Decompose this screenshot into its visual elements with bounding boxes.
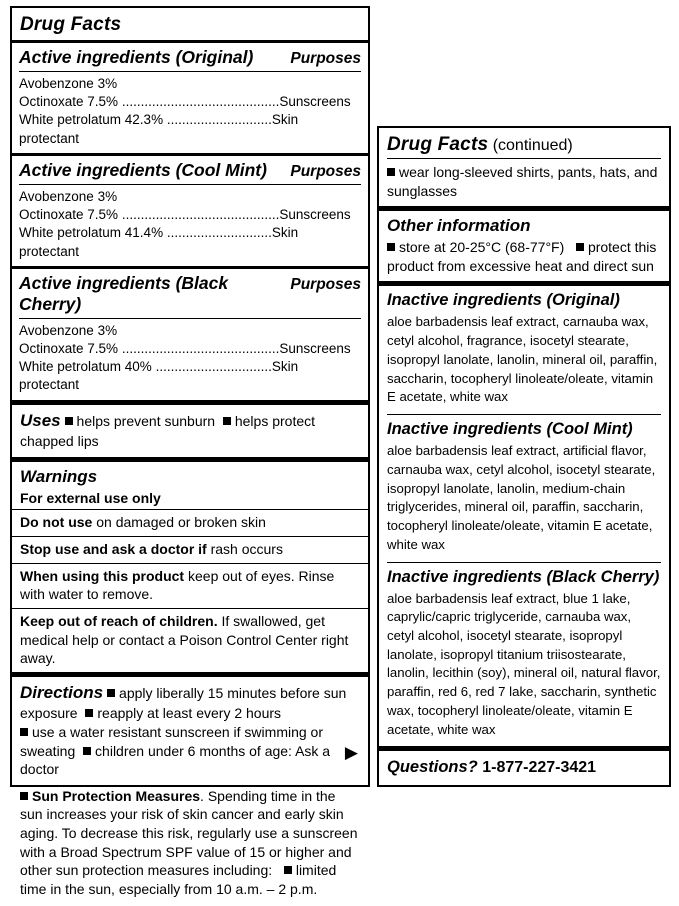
ingredient-row [19, 224, 361, 260]
continued-bullet [387, 163, 661, 200]
warnings-external-use: For external use only [20, 489, 161, 506]
bullet-square-icon [387, 243, 395, 251]
warning-item [12, 537, 368, 563]
ingredient-row [19, 188, 361, 206]
other-information-heading: Other information [387, 216, 531, 236]
drug-facts-panel-right [377, 126, 671, 787]
ingredient-name: Octinoxate 7.5% [19, 340, 119, 356]
leader-dots: .......................................... [118, 207, 280, 223]
ingredient-name: Avobenzone 3% [19, 188, 118, 204]
warning-text: keep out of eyes. Rinse with water to remove. [20, 567, 335, 603]
left-title-block [12, 8, 368, 40]
inactive-section-black-cherry [379, 563, 669, 747]
warning-item [12, 510, 368, 536]
bullet-square-icon [65, 417, 73, 425]
continued-bullet-text: wear long-sleeved shirts, pants, hats, and sunglasses [387, 164, 658, 199]
continued-title [387, 134, 661, 156]
leader-dots: ............................... [151, 359, 272, 375]
ingredient-row [19, 206, 361, 224]
right-header-block [379, 128, 669, 158]
questions-label: Questions? [387, 758, 478, 777]
page-title: Drug Facts [20, 14, 122, 35]
active-ingredients-heading: Active ingredients (Cool Mint) [19, 159, 267, 180]
directions-section [12, 677, 368, 906]
uses-line [20, 410, 360, 451]
inactive-section-original [379, 286, 669, 414]
purposes-label: Purposes [290, 50, 361, 67]
active-section-black-cherry [12, 269, 368, 400]
warnings-heading-block [12, 462, 368, 510]
ingredient-row [19, 322, 361, 340]
bullet-square-icon [387, 168, 395, 176]
warnings-heading: Warnings [20, 466, 98, 486]
questions-section [379, 751, 669, 784]
uses-heading: Uses [20, 410, 61, 430]
bullet-square-icon [85, 709, 93, 717]
direction-bullet: reapply at least every 2 hours [97, 705, 282, 722]
other-information-bullets [387, 238, 661, 275]
direction-bullet: children under 6 months of age: Ask a doctor [20, 742, 331, 778]
warning-text: on damaged or broken skin [92, 514, 266, 531]
active-ingredients-heading: Active ingredients (Original) [19, 47, 254, 67]
bullet-square-icon [20, 728, 28, 736]
ingredient-purpose: Skin protectant [19, 359, 299, 393]
ingredient-row [19, 358, 361, 394]
other-information-section [379, 211, 669, 281]
sun-protection-sub-bullet: limited time in the sun, especially from 10 a.m. – 2 p.m. [20, 862, 337, 897]
bullet-square-icon [576, 243, 584, 251]
leader-dots: .......................................... [118, 340, 280, 356]
uses-section [12, 405, 368, 457]
ingredient-name: White petrolatum 42.3% [19, 112, 164, 128]
directions-heading: Directions [20, 682, 104, 702]
inactive-ingredients-heading: Inactive ingredients (Cool Mint) [387, 420, 633, 439]
ingredient-purpose: Skin protectant [19, 112, 299, 146]
leader-dots: ............................ [163, 112, 272, 128]
ingredient-name: Octinoxate 7.5% [19, 94, 119, 110]
sun-protection-label: Sun Protection Measures [32, 787, 201, 804]
uses-bullet: helps protect chapped lips [20, 412, 316, 450]
warning-label: Stop use and ask a doctor if [20, 541, 207, 558]
ingredient-row [19, 93, 361, 111]
direction-bullet: apply liberally 15 minutes before sun exposure [20, 684, 347, 722]
ingredient-purpose: Skin protectant [19, 225, 299, 259]
uses-bullet: helps prevent sunburn [76, 412, 216, 429]
inactive-ingredients-text: aloe barbadensis leaf extract, artificial flavor, carnauba wax, cetyl alcohol, isocetyl stearate, isopropyl lanolate, lanolin, medium-chain triglycerides, mineral oil, paraffin, saccharin, tocopheryl linoleate/oleate, vitamin E acetate, white wax [387, 443, 656, 552]
active-section-original [12, 43, 368, 153]
questions-phone[interactable]: 1-877-227-3421 [477, 759, 597, 777]
ingredient-row [19, 111, 361, 147]
bullet-square-icon [223, 417, 231, 425]
ingredient-name: Octinoxate 7.5% [19, 207, 119, 223]
warning-label: Do not use [20, 514, 93, 531]
inactive-ingredients-text: aloe barbadensis leaf extract, blue 1 lake, caprylic/capric triglyceride, carnauba wax, cetyl alcohol, isocetyl stearate, isopropyl lanolate, isopropyl titanium triisostearate, lanolin, lecithin (soy), mineral oil, natural flavor, paraffin, red 6, red 7 lake, saccharin, synthetic wax, tocopheryl linoleate/oleate, vitamin E acetate, white wax [387, 590, 661, 737]
divider [19, 184, 361, 185]
page-title-continued: Drug Facts [387, 134, 489, 155]
other-info-bullet: protect this product from excessive heat and direct sun [387, 239, 657, 274]
inactive-ingredients-heading: Inactive ingredients (Original) [387, 291, 620, 310]
continued-label: (continued) [488, 137, 573, 154]
warning-label: When using this product [20, 567, 185, 584]
leader-dots: .......................................... [118, 94, 280, 110]
direction-bullet: use a water resistant sunscreen if swimming or sweating [20, 723, 323, 759]
purposes-label: Purposes [290, 162, 361, 180]
inactive-ingredients-heading: Inactive ingredients (Black Cherry) [387, 567, 660, 586]
active-section-cool-mint [12, 156, 368, 266]
other-info-bullet: store at 20-25°C (68-77°F) [399, 239, 565, 256]
bullet-square-icon [83, 747, 91, 755]
divider [19, 318, 361, 319]
ingredient-name: White petrolatum 40% [19, 359, 152, 375]
purposes-label: Purposes [290, 275, 361, 293]
leader-dots: ............................ [163, 225, 272, 241]
inactive-ingredients-text: aloe barbadensis leaf extract, carnauba wax, cetyl alcohol, fragrance, isocetyl stearate, isopropyl lanolate, lanolin, mineral oil, paraffin, saccharin, tocopheryl linoleate/oleate, vitamin E acetate, white wax [387, 314, 658, 405]
directions-bullets-2 [20, 723, 360, 779]
ingredient-row [19, 340, 361, 358]
warning-text: rash occurs [206, 541, 283, 558]
continued-bullet-block [379, 159, 669, 206]
warning-label: Keep out of reach of children. [20, 612, 218, 629]
sun-protection-text: . Spending time in the sun increases your risk of skin cancer and early skin aging. To decrease this risk, regularly use a sunscreen with a Broad Spectrum SPF value of 15 or higher and other sun protection measures including: [20, 787, 358, 879]
drug-facts-panel-left [10, 6, 370, 897]
directions-bullets [20, 682, 360, 723]
ingredient-purpose: Sunscreens [279, 207, 351, 223]
warning-item [12, 609, 368, 672]
ingredient-name: Avobenzone 3% [19, 322, 118, 338]
ingredient-name: Avobenzone 3% [19, 76, 118, 91]
divider [19, 71, 361, 72]
ingredient-name: White petrolatum 41.4% [19, 225, 164, 241]
inactive-section-cool-mint [379, 415, 669, 561]
ingredient-purpose: Sunscreens [279, 340, 351, 356]
continued-arrow-icon: ▶ [344, 743, 358, 762]
warning-item [12, 564, 368, 608]
warning-text: If swallowed, get medical help or contact a Poison Control Center right away. [20, 612, 349, 667]
active-ingredients-heading: Active ingredients (Black Cherry) [19, 272, 229, 314]
ingredient-row [19, 75, 361, 93]
ingredient-purpose: Sunscreens [279, 94, 351, 110]
bullet-square-icon [284, 866, 292, 874]
bullet-square-icon [107, 689, 115, 697]
sun-protection-measures [20, 787, 360, 899]
